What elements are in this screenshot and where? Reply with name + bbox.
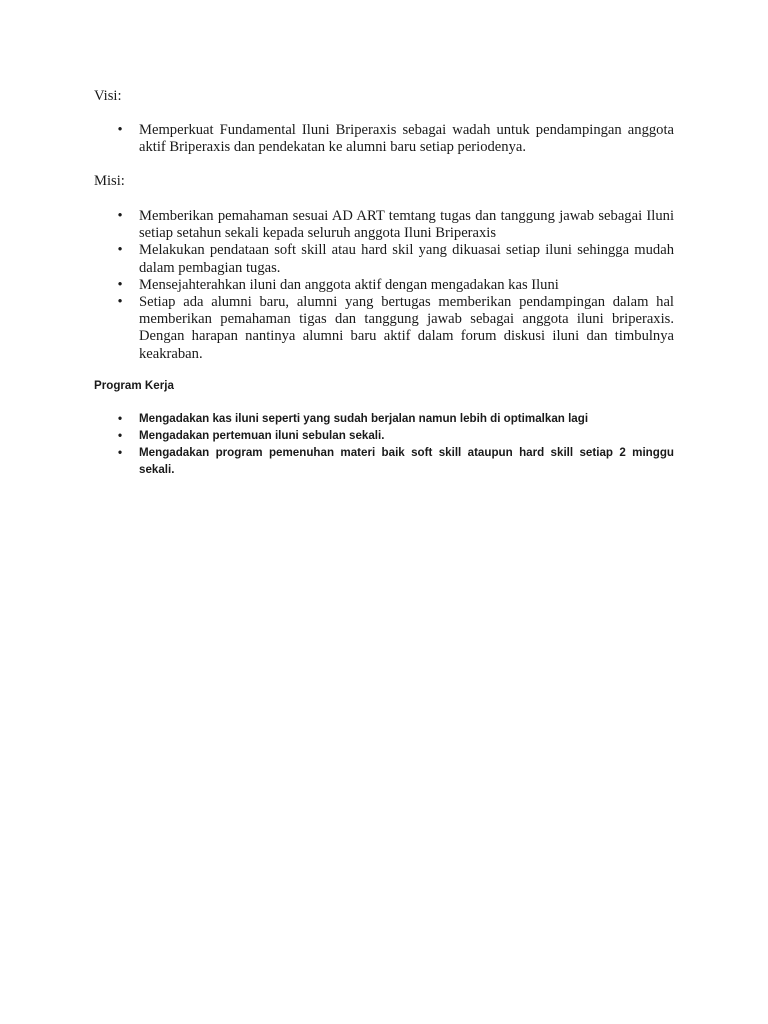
visi-item-1 [0,122,674,156]
bullet-icon: • [117,122,123,138]
visi-list [0,122,768,156]
bullet-icon: • [117,429,123,442]
misi-item-text: Memberikan pemahaman sesuai AD ART temtang tugas dan tanggung jawab sebagai Iluni setiap setahun sekali kepada seluruh anggota Iluni Briperaxis [139,208,674,242]
bullet-icon: • [117,242,123,259]
program-kerja-list [0,410,768,478]
misi-item-2 [0,242,674,276]
program-kerja-item-text: Mengadakan kas iluni seperti yang sudah berjalan namun lebih di optimalkan lagi [139,412,589,425]
bullet-icon: • [117,412,123,425]
visi-heading: Visi: [94,88,122,104]
misi-list [0,208,768,363]
bullet-icon: • [117,446,123,459]
program-kerja-item-3 [0,444,674,478]
misi-item-text: Setiap ada alumni baru, alumni yang bertugas memberikan pendampingan dalam hal memberikan pemahaman tigas dan tanggung jawab sebagai anggota iluni briperaxis. Dengan harapan nantinya alumni baru aktif dalam forum diskusi iluni dan timbulnya keakraban. [139,294,674,362]
misi-item-4 [0,294,674,363]
misi-item-3 [0,277,674,294]
misi-item-text: Mensejahterahkan iluni dan anggota aktif dengan mengadakan kas Iluni [139,276,559,293]
program-kerja-item-text: Mengadakan pertemuan iluni sebulan sekali. [139,429,385,442]
bullet-icon: • [117,208,123,224]
program-kerja-item-2 [0,427,674,444]
misi-heading: Misi: [94,173,125,189]
program-kerja-item-1 [0,410,674,427]
bullet-icon: • [117,276,123,293]
misi-item-text: Melakukan pendataan soft skill atau hard skil yang dikuasai setiap iluni sehingga mudah dalam pembagian tugas. [139,242,674,276]
program-kerja-heading: Program Kerja [94,379,174,392]
bullet-icon: • [117,294,123,311]
visi-item-text: Memperkuat Fundamental Iluni Briperaxis sebagai wadah untuk pendampingan anggota aktif Briperaxis dan pendekatan ke alumni baru setiap periodenya. [139,122,674,156]
misi-item-1 [0,208,674,242]
program-kerja-item-text: Mengadakan program pemenuhan materi baik soft skill ataupun hard skill setiap 2 minggu sekali. [139,446,674,476]
